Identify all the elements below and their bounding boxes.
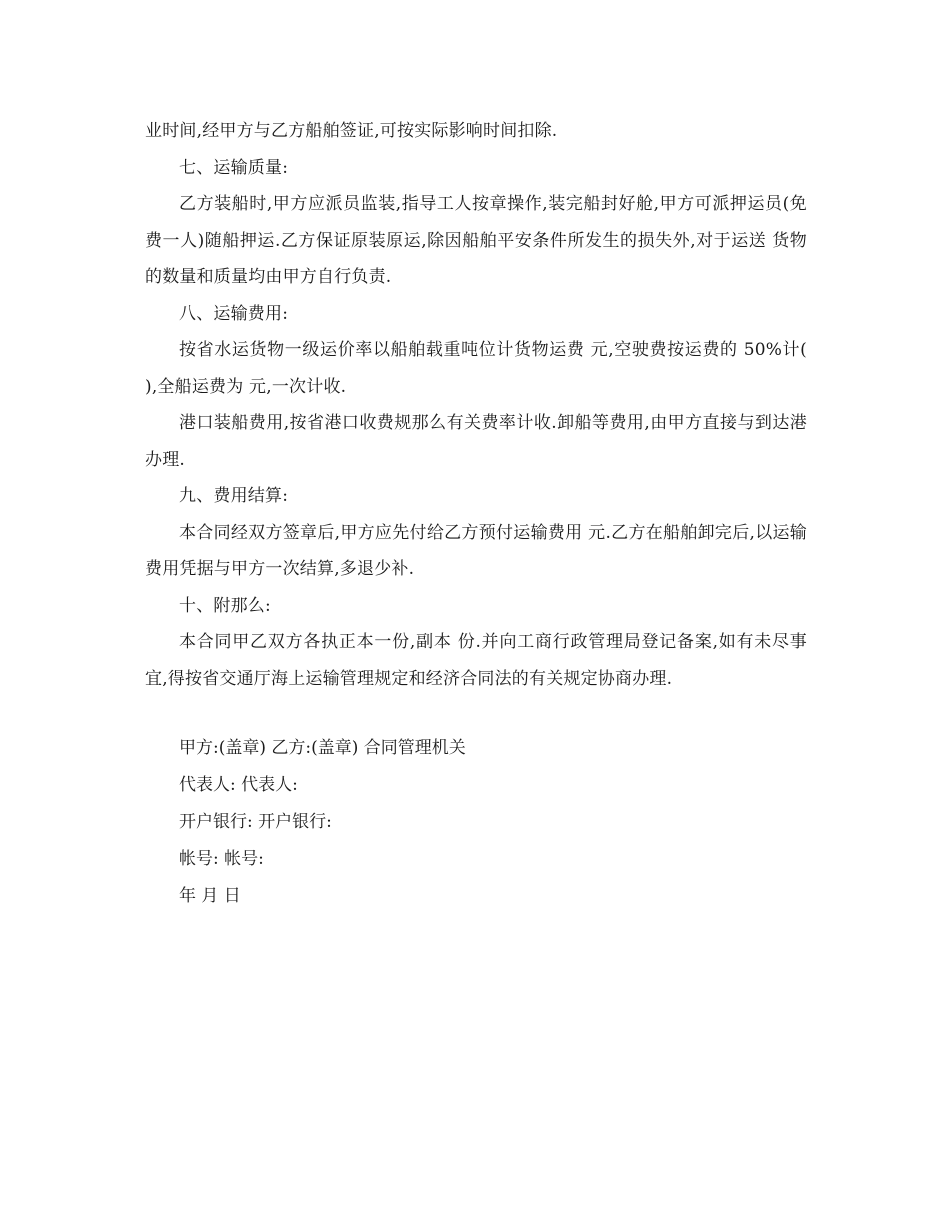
section-heading-appendix: 十、附那么: bbox=[179, 595, 271, 616]
signature-block bbox=[179, 730, 466, 915]
signature-representatives: 代表人: 代表人: bbox=[179, 775, 298, 795]
paragraph-freight-rate: 按省水运货物一级运价率以船舶载重吨位计货物运费 元,空驶费按运费的 50%计( ),全船运费为 元,一次计收. bbox=[145, 340, 807, 397]
paragraph-continuation: 业时间,经甲方与乙方船舶签证,可按实际影响时间扣除. bbox=[145, 121, 558, 141]
signature-date: 年 月 日 bbox=[179, 886, 241, 906]
paragraph-settlement: 本合同经双方签章后,甲方应先付给乙方预付运输费用 元.乙方在船舶卸完后,以运输费用凭据与甲方一次结算,多退少补. bbox=[145, 522, 807, 579]
section-heading-quality: 七、运输质量: bbox=[179, 157, 289, 178]
paragraph-quality: 乙方装船时,甲方应派员监装,指导工人按章操作,装完船封好舱,甲方可派押运员(免费一人)随船押运.乙方保证原装原运,除因船舶平安条件所发生的损失外,对于运送 货物的数量和质量均由甲方自行负责. bbox=[145, 194, 807, 287]
section-heading-fees: 八、运输费用: bbox=[179, 303, 289, 324]
signature-banks: 开户银行: 开户银行: bbox=[179, 812, 332, 832]
signature-accounts: 帐号: 帐号: bbox=[179, 849, 264, 869]
contract-body bbox=[145, 113, 807, 697]
signature-parties: 甲方:(盖章) 乙方:(盖章) 合同管理机关 bbox=[179, 738, 466, 758]
paragraph-appendix: 本合同甲乙双方各执正本一份,副本 份.并向工商行政管理局登记备案,如有未尽事宜,得按省交通厅海上运输管理规定和经济合同法的有关规定协商办理. bbox=[145, 632, 807, 689]
paragraph-port-fees: 港口装船费用,按省港口收费规那么有关费率计收.卸船等费用,由甲方直接与到达港办理. bbox=[145, 413, 807, 470]
section-heading-settlement: 九、费用结算: bbox=[179, 486, 289, 506]
